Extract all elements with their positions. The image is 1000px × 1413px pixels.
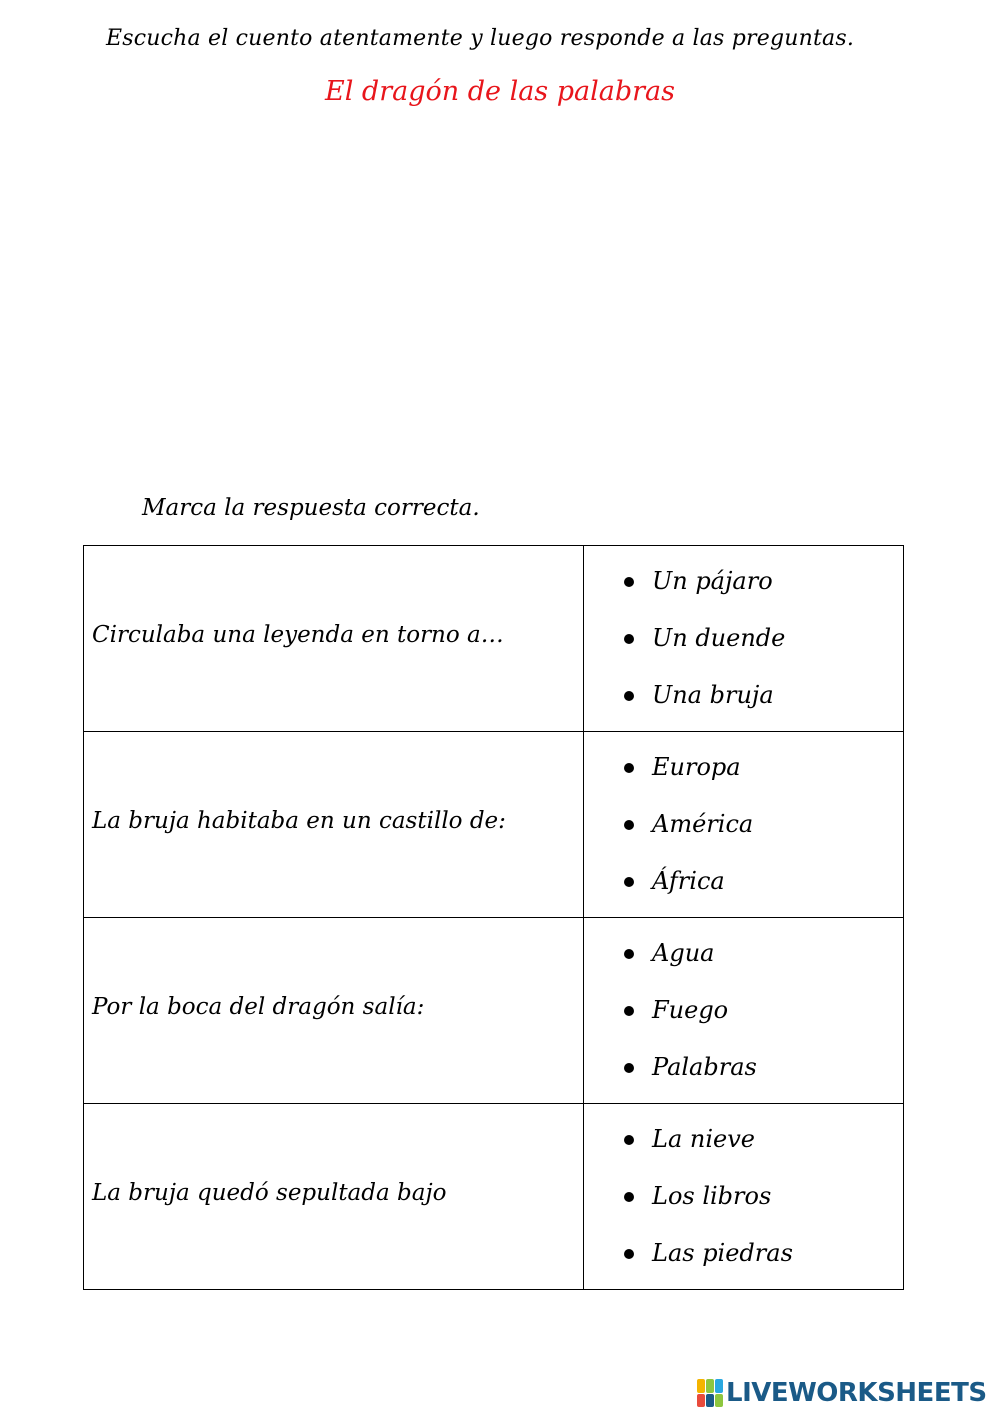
question-row (84, 1104, 904, 1290)
option-label: Una bruja (652, 681, 774, 709)
options-cell (584, 732, 904, 918)
question-text: La bruja quedó sepultada bajo (92, 1179, 447, 1206)
option-item[interactable] (622, 853, 903, 910)
question-text: La bruja habitaba en un castillo de: (92, 807, 506, 834)
option-item[interactable] (622, 1168, 903, 1225)
question-cell (84, 546, 584, 732)
option-label: Fuego (652, 996, 729, 1024)
bullet-icon (624, 1135, 634, 1145)
bullet-icon (624, 820, 634, 830)
option-item[interactable] (622, 1111, 903, 1168)
option-label: Agua (652, 939, 715, 967)
bullet-icon (624, 634, 634, 644)
option-item[interactable] (622, 667, 903, 724)
options-cell (584, 546, 904, 732)
option-label: Los libros (652, 1182, 772, 1210)
question-text: Circulaba una leyenda en torno a… (92, 621, 504, 648)
bullet-icon (624, 763, 634, 773)
bullet-icon (624, 691, 634, 701)
option-label: La nieve (652, 1125, 755, 1153)
question-cell (84, 918, 584, 1104)
bullet-icon (624, 1249, 634, 1259)
options-list (584, 553, 903, 724)
liveworksheets-logo (697, 1377, 987, 1409)
bullet-icon (624, 577, 634, 587)
option-label: Un pájaro (652, 567, 773, 595)
quiz-table (83, 545, 904, 1290)
options-list (584, 739, 903, 910)
bullet-icon (624, 1006, 634, 1016)
question-text: Por la boca del dragón salía: (92, 993, 425, 1020)
question-cell (84, 732, 584, 918)
option-item[interactable] (622, 1039, 903, 1096)
bullet-icon (624, 877, 634, 887)
option-label: Europa (652, 753, 741, 781)
option-label: Un duende (652, 624, 786, 652)
options-cell (584, 918, 904, 1104)
option-item[interactable] (622, 553, 903, 610)
option-label: Palabras (652, 1053, 757, 1081)
bullet-icon (624, 949, 634, 959)
logo-mark-icon (697, 1379, 723, 1407)
logo-text: LIVEWORKSHEETS (726, 1378, 987, 1408)
bullet-icon (624, 1192, 634, 1202)
question-row (84, 732, 904, 918)
options-list (584, 925, 903, 1096)
question-row (84, 918, 904, 1104)
exercise-instruction: Marca la respuesta correcta. (142, 495, 480, 521)
bullet-icon (624, 1063, 634, 1073)
question-cell (84, 1104, 584, 1290)
option-item[interactable] (622, 982, 903, 1039)
option-label: América (652, 810, 754, 838)
option-item[interactable] (622, 610, 903, 667)
story-title: El dragón de las palabras (325, 76, 675, 107)
option-item[interactable] (622, 739, 903, 796)
option-label: África (652, 867, 725, 895)
options-list (584, 1111, 903, 1282)
question-row (84, 546, 904, 732)
option-item[interactable] (622, 796, 903, 853)
option-item[interactable] (622, 925, 903, 982)
options-cell (584, 1104, 904, 1290)
option-label: Las piedras (652, 1239, 793, 1267)
option-item[interactable] (622, 1225, 903, 1282)
instruction-text: Escucha el cuento atentamente y luego responde a las preguntas. (105, 26, 855, 51)
